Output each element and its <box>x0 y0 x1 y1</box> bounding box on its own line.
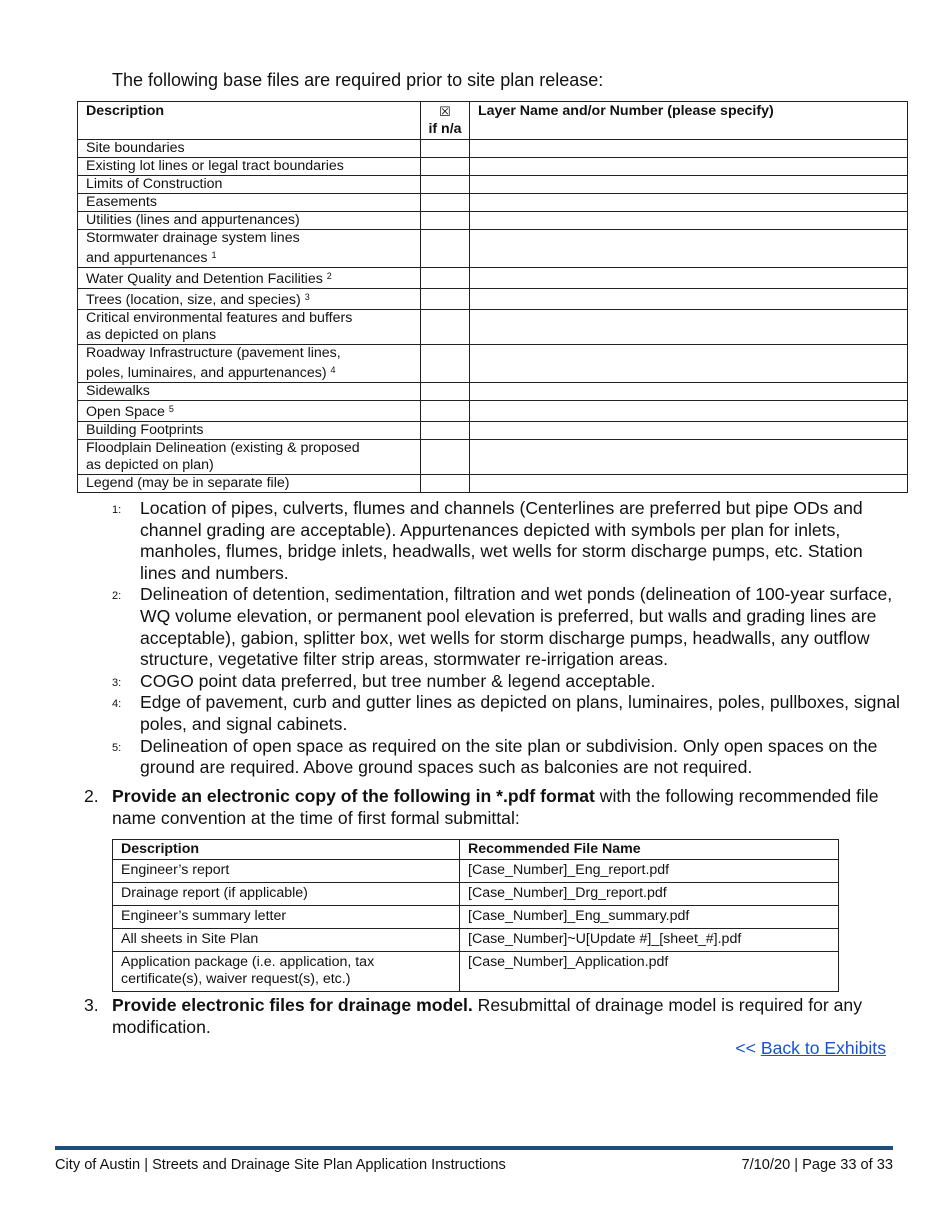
na-checkbox-cell[interactable] <box>421 268 470 289</box>
layer-name-cell[interactable] <box>470 268 908 289</box>
footer-title: City of Austin | Streets and Drainage Site Plan Application Instructions <box>55 1157 506 1173</box>
row-description <box>78 422 421 440</box>
footer-rule <box>55 1146 893 1150</box>
section-3-text: Resubmittal of drainage model is required for any modification. <box>112 995 862 1037</box>
layer-header: Layer Name and/or Number (please specify) <box>470 102 908 140</box>
row-description-line1: Open Space <box>86 404 165 420</box>
row-description <box>78 268 421 289</box>
base-table-header-row <box>78 102 908 140</box>
row-description <box>78 176 421 194</box>
file-description-cell: Drainage report (if applicable) <box>113 883 460 906</box>
footnote-text: COGO point data preferred, but tree number & legend acceptable. <box>140 670 656 691</box>
row-description <box>78 475 421 493</box>
footer-page-info: 7/10/20 | Page 33 of 33 <box>741 1157 893 1173</box>
layer-name-cell[interactable] <box>470 440 908 475</box>
footnote-number: 5: <box>112 741 122 754</box>
section-3-bold: Provide electronic files for drainage model. <box>112 995 473 1015</box>
footnote-item <box>112 692 902 735</box>
row-description-line1: Water Quality and Detention Facilities <box>86 271 323 287</box>
na-checkbox-cell[interactable] <box>421 194 470 212</box>
footnotes-list <box>112 498 902 779</box>
row-description <box>78 230 421 268</box>
file-table-row <box>113 952 839 992</box>
footnote-number: 2: <box>112 590 122 603</box>
layer-name-cell[interactable] <box>470 140 908 158</box>
row-description-line1: Critical environmental features and buffers <box>86 310 353 326</box>
base-files-table <box>77 101 908 493</box>
file-name-cell: [Case_Number]_Drg_report.pdf <box>460 883 839 906</box>
row-description-line2: and appurtenances <box>86 250 208 266</box>
section-2-bold: Provide an electronic copy of the following in *.pdf format <box>112 786 595 806</box>
section-2-text: with the following recommended file name convention at the time of first formal submittal: <box>112 786 879 828</box>
na-checkbox-cell[interactable] <box>421 440 470 475</box>
row-description <box>78 140 421 158</box>
layer-name-cell[interactable] <box>470 176 908 194</box>
na-checkbox-cell[interactable] <box>421 310 470 345</box>
footnote-text: Edge of pavement, curb and gutter lines as depicted on plans, luminaires, poles, pullboxes, signal poles, and signal cabinets. <box>140 692 900 734</box>
layer-name-cell[interactable] <box>470 194 908 212</box>
layer-name-cell[interactable] <box>470 289 908 310</box>
base-table-row <box>78 140 908 158</box>
na-checkbox-cell[interactable] <box>421 176 470 194</box>
file-description-cell: Application package (i.e. application, tax certificate(s), waiver request(s), etc.) <box>113 952 460 992</box>
row-description-line1: Limits of Construction <box>86 176 223 192</box>
row-description-line1: Sidewalks <box>86 383 150 399</box>
na-checkbox-cell[interactable] <box>421 401 470 422</box>
na-checkbox-cell[interactable] <box>421 158 470 176</box>
footnote-text: Delineation of detention, sedimentation, filtration and wet ponds (delineation of 100-year surface, WQ volume elevation, or permanent pool elevation is preferred, but walls and grading lines are acceptable), gabion, splitter box, wet wells for storm discharge pumps, headwalls, any outflow structure, vegetative filter strip areas, stormwater re-irrigation areas. <box>140 584 893 670</box>
row-description-line1: Stormwater drainage system lines <box>86 230 300 246</box>
footnote-text: Location of pipes, culverts, flumes and channels (Centerlines are preferred but pipe ODs and channel grading are acceptable). Appurtenances depicted with symbols per plan for inlets, manholes, flumes, bridge inlets, headwalls, wet wells for storm discharge pumps, etc. Station lines and numbers. <box>140 498 863 583</box>
footnote-ref: 5 <box>168 404 174 414</box>
footnote-item <box>112 736 902 779</box>
base-table-row <box>78 383 908 401</box>
na-checkbox-cell[interactable] <box>421 422 470 440</box>
file-table-row <box>113 906 839 929</box>
layer-name-cell[interactable] <box>470 158 908 176</box>
footnote-number: 1: <box>112 504 122 516</box>
row-description-line1: Existing lot lines or legal tract boundaries <box>86 158 344 174</box>
base-table-row <box>78 310 908 345</box>
file-description-header: Description <box>113 840 460 860</box>
row-description <box>78 212 421 230</box>
section-3 <box>84 995 904 1038</box>
file-table-row <box>113 860 839 883</box>
layer-name-cell[interactable] <box>470 475 908 493</box>
back-link-prefix: << <box>735 1038 761 1058</box>
base-table-row <box>78 268 908 289</box>
row-description-line2: as depicted on plans <box>86 327 217 343</box>
footnote-text: Delineation of open space as required on the site plan or subdivision. Only open spaces on the ground are required. Above ground spaces such as balconies are not required. <box>140 735 878 778</box>
na-checkbox-cell[interactable] <box>421 289 470 310</box>
row-description <box>78 440 421 475</box>
row-description-line1: Easements <box>86 194 157 210</box>
file-table-row <box>113 929 839 952</box>
file-name-cell: [Case_Number]~U[Update #]_[sheet_#].pdf <box>460 929 839 952</box>
base-table-row <box>78 345 908 383</box>
na-label: if n/a <box>428 121 462 137</box>
layer-name-cell[interactable] <box>470 310 908 345</box>
footnote-number: 3: <box>112 676 122 689</box>
row-description <box>78 345 421 383</box>
row-description-line1: Legend (may be in separate file) <box>86 475 290 491</box>
footnote-item <box>112 584 902 670</box>
row-description-line1: Utilities (lines and appurtenances) <box>86 212 300 228</box>
na-checkbox-cell[interactable] <box>421 212 470 230</box>
na-checkbox-cell[interactable] <box>421 345 470 383</box>
layer-name-cell[interactable] <box>470 401 908 422</box>
base-table-row <box>78 158 908 176</box>
file-description-cell: Engineer’s report <box>113 860 460 883</box>
base-table-row <box>78 440 908 475</box>
file-description-cell: Engineer’s summary letter <box>113 906 460 929</box>
footnote-ref: 1 <box>211 250 217 260</box>
base-table-row <box>78 289 908 310</box>
layer-name-cell[interactable] <box>470 345 908 383</box>
layer-name-cell[interactable] <box>470 422 908 440</box>
section-2-number: 2. <box>84 786 99 806</box>
base-table-row <box>78 176 908 194</box>
base-table-row <box>78 194 908 212</box>
file-name-header: Recommended File Name <box>460 840 839 860</box>
row-description-line1: Building Footprints <box>86 422 204 438</box>
base-table-row <box>78 230 908 268</box>
row-description-line1: Trees (location, size, and species) <box>86 292 301 308</box>
file-table-header-row <box>113 840 839 860</box>
layer-name-cell[interactable] <box>470 383 908 401</box>
intro-text: The following base files are required prior to site plan release: <box>112 70 604 90</box>
base-table-row <box>78 475 908 493</box>
row-description-line2: as depicted on plan) <box>86 457 214 473</box>
na-checkbox-cell[interactable] <box>421 140 470 158</box>
row-description <box>78 310 421 345</box>
footnote-ref: 4 <box>330 365 336 375</box>
row-description-line1: Site boundaries <box>86 140 185 156</box>
na-checkbox-cell[interactable] <box>421 475 470 493</box>
file-table-row <box>113 883 839 906</box>
file-name-cell: [Case_Number]_Eng_report.pdf <box>460 860 839 883</box>
base-table-row <box>78 212 908 230</box>
section-3-number: 3. <box>84 995 99 1015</box>
file-description-cell: All sheets in Site Plan <box>113 929 460 952</box>
na-checkbox-cell[interactable] <box>421 230 470 268</box>
row-description-line1: Roadway Infrastructure (pavement lines, <box>86 345 341 361</box>
row-description <box>78 289 421 310</box>
footnote-ref: 3 <box>304 292 310 302</box>
back-to-exhibits-link[interactable] <box>735 1038 886 1059</box>
na-checkbox-cell[interactable] <box>421 383 470 401</box>
file-name-cell: [Case_Number]_Eng_summary.pdf <box>460 906 839 929</box>
file-name-cell: [Case_Number]_Application.pdf <box>460 952 839 992</box>
file-name-table <box>112 839 839 992</box>
layer-name-cell[interactable] <box>470 212 908 230</box>
row-description <box>78 401 421 422</box>
row-description <box>78 383 421 401</box>
row-description-line2: poles, luminaires, and appurtenances) <box>86 365 327 381</box>
row-description <box>78 194 421 212</box>
base-table-row <box>78 422 908 440</box>
base-table-row <box>78 401 908 422</box>
row-description <box>78 158 421 176</box>
na-header <box>421 102 470 140</box>
footnote-ref: 2 <box>326 271 332 281</box>
footnote-number: 4: <box>112 698 122 711</box>
row-description-line1: Floodplain Delineation (existing & proposed <box>86 440 360 456</box>
footnote-item <box>112 498 902 584</box>
back-link-label[interactable]: Back to Exhibits <box>760 1038 886 1058</box>
layer-name-cell[interactable] <box>470 230 908 268</box>
checkbox-x-icon: ☒ <box>439 104 451 119</box>
description-header: Description <box>78 102 421 140</box>
footnote-item <box>112 671 902 693</box>
section-2 <box>84 786 904 829</box>
